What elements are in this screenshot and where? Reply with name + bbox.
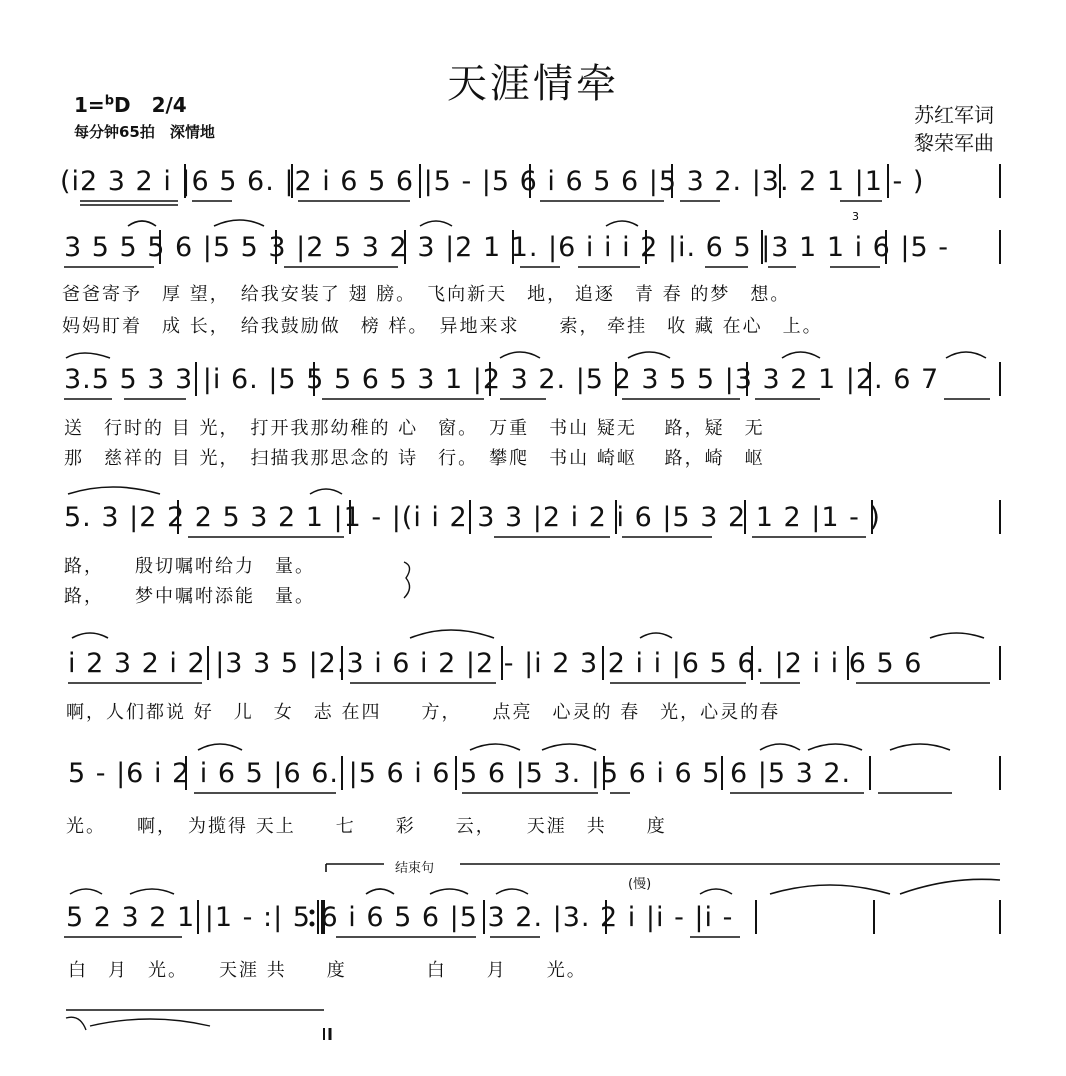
tempo-slow-label: (慢)	[628, 877, 652, 892]
notation-row-4: 5. 3 |2 2 2 5 3 2 1 |1 - |(i i 2 3 3 |2 i 2 i 6 |5 3 2 1 2 |1 - )	[64, 502, 881, 533]
svg-text:3: 3	[852, 210, 859, 223]
notation-row-3: 3.5 5 3 3 |i 6. |5 5 5 6 5 3 1 |2 3 2. |5 2 3 5 5 |3 3 2 1 |2. 6 7	[64, 364, 940, 395]
lyric-row-7: 白 月 光。 天涯 共 度 白 月 光。	[68, 960, 587, 981]
lyric-row-4-verse-1: 路， 殷切嘱咐给力 量。	[64, 556, 315, 577]
lyric-row-3-verse-2: 那 慈祥的 目 光， 扫描我那思念的 诗 行。 攀爬 书山 崎岖 路，崎 岖	[64, 448, 765, 469]
lyric-row-6: 光。 啊， 为揽得 天上 七 彩 云， 天涯 共 度	[66, 816, 667, 837]
tempo-marking: 每分钟65拍 深情地	[74, 123, 215, 141]
lyric-row-4-verse-2: 路， 梦中嘱咐添能 量。	[64, 586, 315, 607]
key-signature	[74, 93, 187, 117]
lyricist-credit: 苏红军词	[914, 103, 994, 127]
ending-label: 结束句	[395, 861, 435, 876]
notation-row-6: 5 - |6 i 2 i 6 5 |6 6. |5 6 i 6 5 6 |5 3. |5 6 i 6 5 6 |5 3 2.	[68, 758, 852, 789]
time-signature: 2/4	[151, 93, 187, 117]
key-note: D	[114, 93, 131, 117]
notation-row-7: 5 2 3 2 1 |1 - :| 5 6 i 6 5 6 |5 3 2. |3. 2 i |i - |i -	[66, 902, 734, 933]
key-prefix: 1=	[74, 93, 105, 117]
lyric-row-2-verse-1: 爸爸寄予 厚 望， 给我安装了 翅 膀。 飞向新天 地， 追逐 青 春 的梦 想。	[62, 284, 791, 305]
lyric-row-5: 啊，人们都说 好 儿 女 志 在四 方， 点亮 心灵的 春 光，心灵的春	[66, 702, 781, 723]
flat-sign: b	[104, 93, 114, 109]
lyric-row-2-verse-2: 妈妈盯着 成 长， 给我鼓励做 榜 样。 异地来求 索， 牵挂 收 藏 在心 上。	[62, 316, 823, 337]
notation-row-2: 3 5 5 5 6 |5 5 3 |2 5 3 2 3 |2 1 1. |6 i i i 2 |i. 6 5 |3 1 1 i 6 |5 -	[64, 232, 950, 263]
lyric-row-3-verse-1: 送 行时的 目 光， 打开我那幼稚的 心 窗。 万重 书山 疑无 路，疑 无	[64, 418, 765, 439]
song-title: 天涯情牵	[447, 61, 619, 107]
notation-row-1: (i2 3 2 i |6 5 6. |2 i 6 5 6 |5 - |5 6 i 6 5 6 |5 3 2. |3. 2 1 |1 - )	[60, 166, 925, 197]
composer-credit: 黎荣军曲	[914, 131, 994, 155]
notation-row-5: i 2 3 2 i 2 |3 3 5 |2.3 i 6 i 2 |2 - |i 2 3 2 i i |6 5 6. |2 i i 6 5 6	[68, 648, 923, 679]
